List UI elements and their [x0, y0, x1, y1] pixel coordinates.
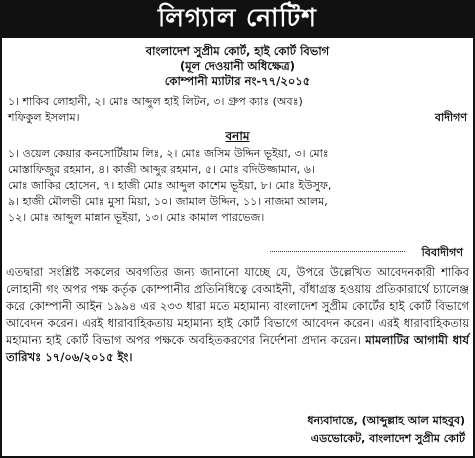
versus-label: বনাম: [225, 129, 250, 143]
signature-line: ধন্যবাদান্তে, (আব্দুল্লাহ আল মাহবুব): [307, 414, 465, 427]
notice-body: [6, 264, 469, 366]
respondents-line: ১২। মোঃ আব্দুল মান্নান ভূইয়া, ১৩। মোঃ কামাল পারভেজ।: [8, 211, 265, 224]
respondents-line: মোস্তাফিজুর রহমান, ৪। কাজী আব্দুর রহমান, ৫। মোঃ বদিউজ্জামান, ৬।: [8, 163, 315, 176]
case-number: কোম্পানী ম্যাটার নং-৭৭/২০১৫: [164, 74, 311, 88]
next-hearing-date: মামলাটির আগামী ধার্য তারিখঃ ১৭/০৬/২০১৫ ইং।: [6, 333, 469, 364]
petitioners-block: [8, 94, 467, 126]
respondents-role: বিবাদীগণ: [421, 246, 463, 259]
respondents-dotted-line: [270, 251, 405, 252]
signature-designation: এডভোকেট, বাংলাদেশ সুপ্রীম কোর্ট: [310, 432, 465, 445]
petitioners-line-2: শফিকুল ইসলাম।: [8, 111, 80, 124]
petitioners-line-2-row: [8, 110, 467, 126]
respondents-block: [8, 146, 467, 226]
notice-paragraph: এতদ্বারা সংশ্লিষ্ট সকলের অবগতির জন্য জানানো যাচ্ছে যে, উপরে উল্লেখিত আবেদনকারী শাকিব লোহানী গং অপর পক্ষ কর্তৃক কোম্পানীর প্রতিনিধিত্বে বেআইনী, বাঁধাগ্রস্ত হওয়ায় প্রতিকারার্থে চ্যালেঞ্জ করে কোম্পানী আইন ১৯৯৪ এর ২৩৩ ধারা মতে মহামান্য বাংলাদেশ সুপ্রীম কোর্টের হাই কোর্ট বিভাগে আবেদন করেন। এরই ধারাবাহিকতায় মহামান্য হাই কোর্ট বিভাগে আবেদন করেন। এরই ধারাবাহিকতায় মহামান্য হাই কোর্ট বিভাগ অপর পক্ষকে অবহিতকরণের নির্দেশনা প্রদান করেন।: [6, 265, 469, 347]
respondents-line: ১। ওয়েল কেয়ার কনসোর্টিয়াম লিঃ, ২। মোঃ জসিম উদ্দিন ভূইয়া, ৩। মোঃ: [8, 147, 329, 160]
respondents-line: মোঃ জাকির হোসেন, ৭। হাজী মোঃ আব্দুল কাশেম ভূইয়া, ৮। মোঃ ইউসুফ,: [8, 179, 332, 192]
petitioners-role: বাদীগণ: [434, 111, 467, 124]
respondents-line: ৯। হাজী মৌলভী মোঃ মুসা মিয়া, ১০। জামাল উদ্দিন, ১১। নাজমা আলম,: [8, 195, 328, 208]
petitioners-line-1: ১। শাকিব লোহানী, ২। মোঃ আব্দুল হাই লিটন, ৩। গ্রুপ ক্যাঃ (অবঃ): [8, 95, 303, 108]
notice-title: লিগ্যাল নোটিশ: [0, 0, 475, 38]
court-name: বাংলাদেশ সুপ্রীম কোর্ট, হাই কোর্ট বিভাগ: [145, 44, 330, 58]
court-jurisdiction: (মূল দেওয়ানী অধিক্ষেত্র): [180, 59, 295, 73]
